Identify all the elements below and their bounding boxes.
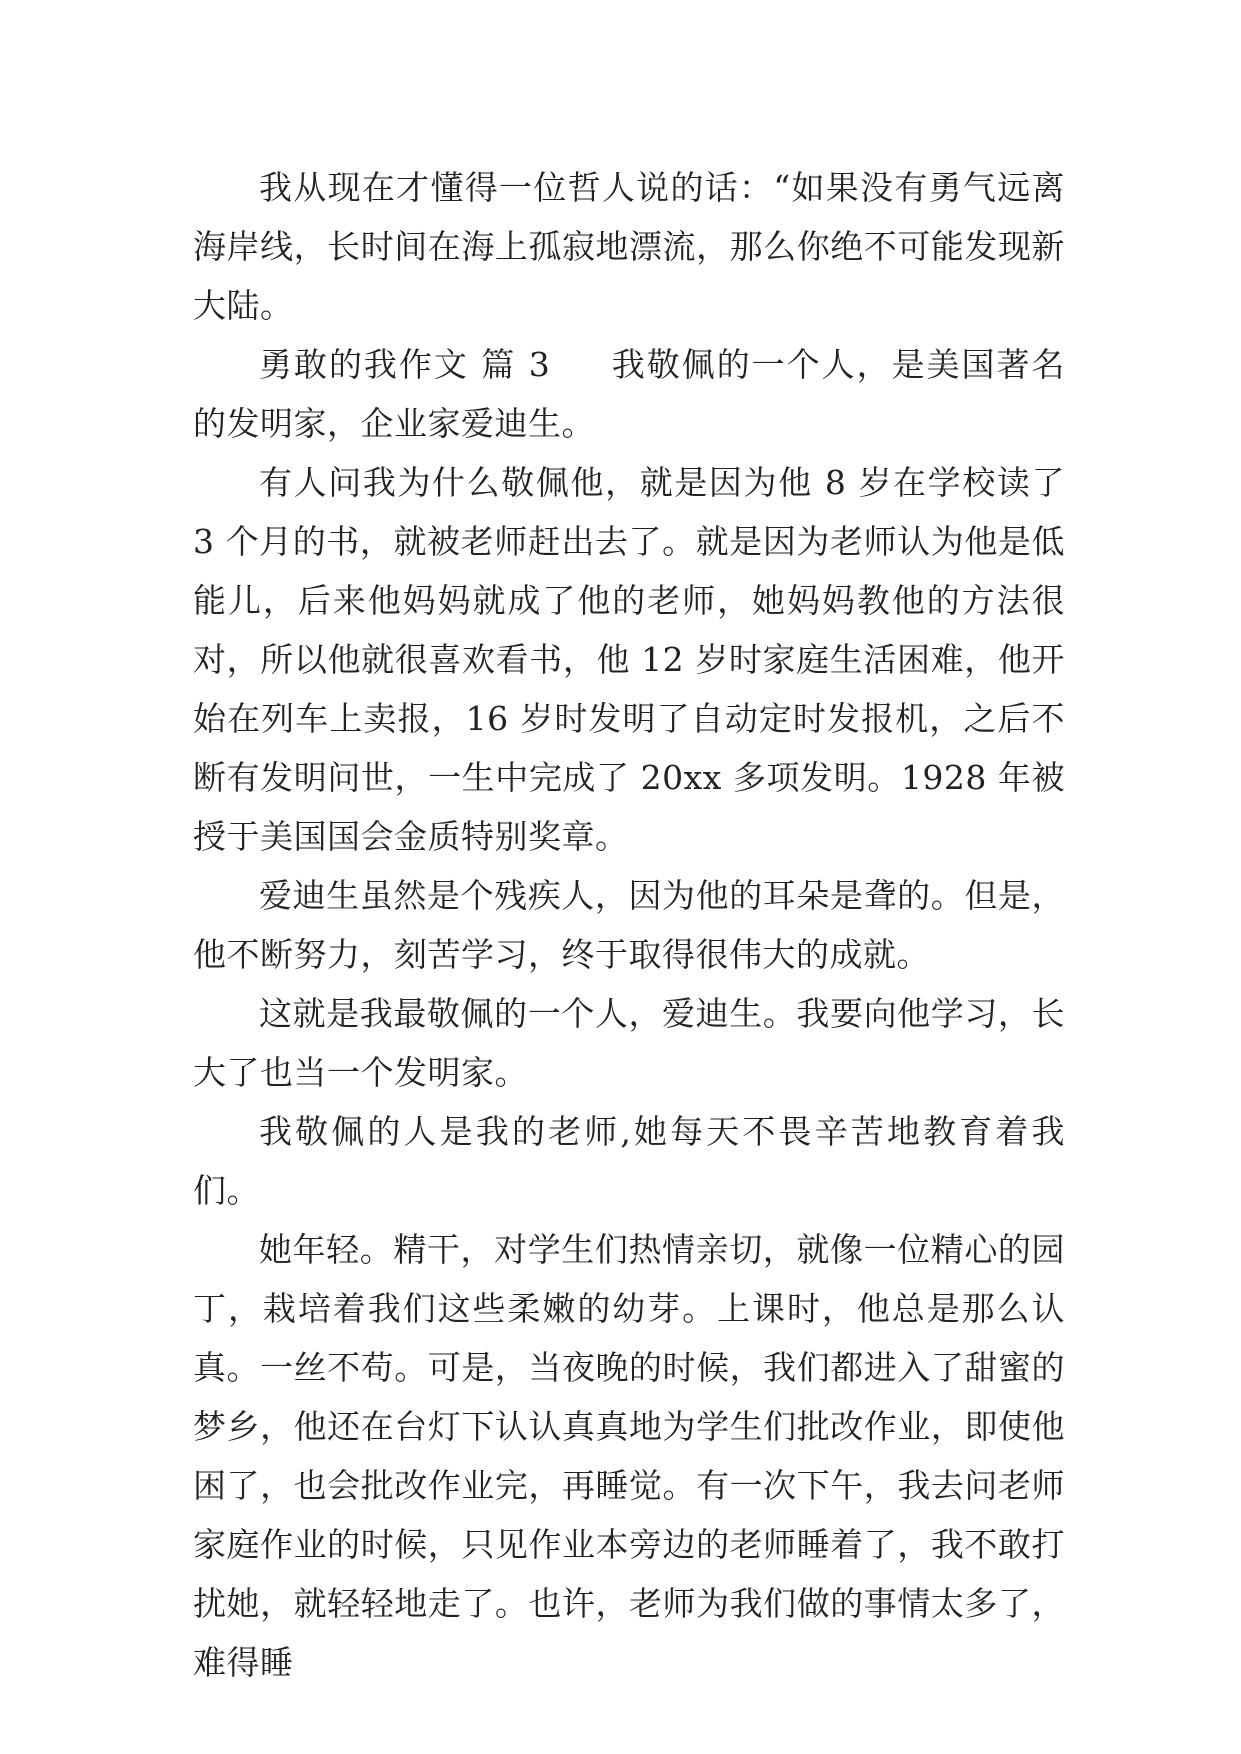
paragraph-teacher-intro: 我敬佩的人是我的老师,她每天不畏辛苦地教育着我们。 [193, 1112, 1065, 1210]
essay-body [193, 158, 1065, 1692]
section-heading: 勇敢的我作文 篇 3 [259, 345, 551, 384]
paragraph-edison-biography: 有人问我为什么敬佩他，就是因为他 8 岁在学校读了 3 个月的书，就被老师赶出去了。就是因为老师认为他是低能儿，后来他妈妈就成了他的老师，她妈妈教他的方法很对，所以他就很喜欢看书，他 12 岁时家庭生活困难，他开始在列车上卖报，16 岁时发明了自动定时发报机，之后不断有发明问世，一生中完成了 20xx 多项发明。1928 年被授于美国国会金质特别奖章。 [193, 463, 1065, 856]
paragraph-edison-disability: 爱迪生虽然是个残疾人，因为他的耳朵是聋的。但是，他不断努力，刻苦学习，终于取得很伟大的成就。 [193, 876, 1065, 974]
section-intro-text: 我敬佩的一个人，是美国著名的发明家，企业家爱迪生。 [193, 345, 1065, 443]
paragraph-section-3-intro [193, 335, 1065, 453]
paragraph-philosopher-quote: 我从现在才懂得一位哲人说的话：“如果没有勇气远离海岸线，长时间在海上孤寂地漂流，那么你绝不可能发现新大陆。 [193, 168, 1065, 325]
paragraph-teacher-description: 她年轻。精干，对学生们热情亲切，就像一位精心的园丁，栽培着我们这些柔嫩的幼芽。上课时，他总是那么认真。一丝不苟。可是，当夜晚的时候，我们都进入了甜蜜的梦乡，他还在台灯下认认真真地为学生们批改作业，即使他困了，也会批改作业完，再睡觉。有一次下午，我去问老师家庭作业的时候，只见作业本旁边的老师睡着了，我不敢打扰她，就轻轻地走了。也许，老师为我们做的事情太多了，难得睡 [193, 1230, 1065, 1682]
paragraph-edison-admiration: 这就是我最敬佩的一个人，爱迪生。我要向他学习，长大了也当一个发明家。 [193, 994, 1065, 1092]
